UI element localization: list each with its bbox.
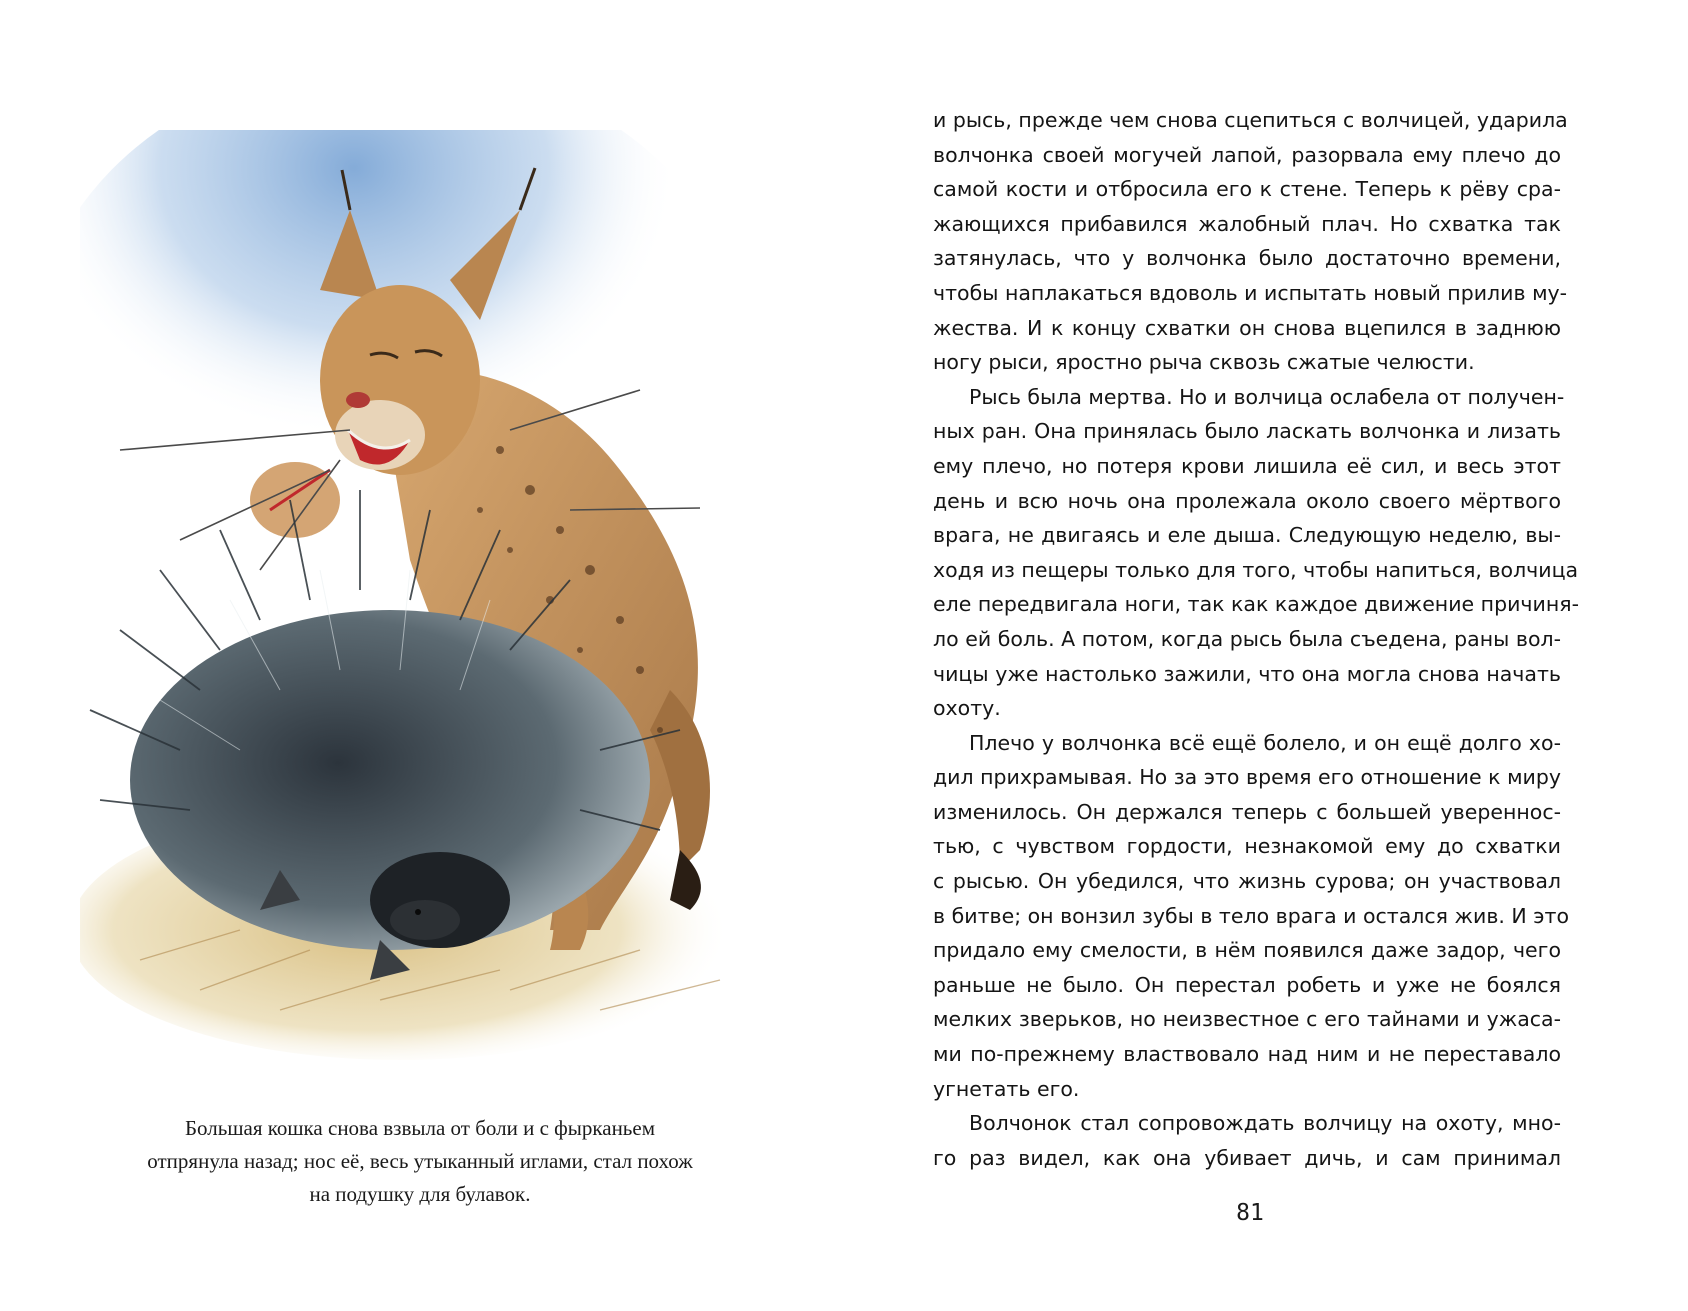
text-line: ми по-прежнему властвовало над ним и не переставало [933,1042,1561,1067]
text-line: изменилось. Он держался теперь с большей увереннос- [933,799,1561,824]
caption-line: Большая кошка снова взвыла от боли и с фырканьем [185,1116,655,1140]
text-line: самой кости и отбросила его к стене. Теперь к рёву сра- [933,177,1561,202]
text-line: чтобы наплакаться вдоволь и испытать новый прилив му- [933,280,1568,305]
text-line: с рысью. Он убедился, что жизнь сурова; он участвовал [933,869,1561,894]
paragraph [933,103,1568,380]
text-line: Плечо у волчонка всё ещё болело, и он ещё долго хо- [969,730,1561,755]
text-line: угнетать его. [933,1076,1080,1101]
text-line: раньше не было. Он перестал робеть и уже не боялся [933,972,1561,997]
text-line: день и всю ночь она пролежала около своего мёртвого [933,488,1561,513]
text-line: мелких зверьков, но неизвестное с его тайнами и ужаса- [933,1007,1561,1032]
text-line: волчонка своей могучей лапой, разорвала ему плечо до [933,142,1561,167]
text-line: затянулась, что у волчонка было достаточно времени, [933,246,1561,271]
paragraph [933,726,1570,1107]
text-line: ло ей боль. А потом, когда рысь была съедена, раны вол- [933,626,1561,651]
text-line: ему плечо, но потеря крови лишила её сил, и весь этот [933,453,1561,478]
body-text [933,103,1579,1175]
text-line: жающихся прибавился жалобный плач. Но схватка так [933,211,1561,236]
text-line: ногу рыси, яростно рыча сквозь сжатые челюсти. [933,350,1475,375]
text-line: жества. И к концу схватки он снова вцепился в заднюю [933,315,1561,340]
caption-line: отпрянула назад; нос её, весь утыканный иглами, стал похож [147,1149,693,1173]
text-line: ходя из пещеры только для того, чтобы напиться, волчица [933,557,1579,582]
illustration-lynx-porcupine [80,130,780,1060]
text-line: придало ему смелости, в нём появился даже задор, чего [933,938,1561,963]
page-number: 81 [1236,1200,1264,1226]
text-line: в битве; он вонзил зубы в тело врага и остался жив. И это [933,903,1570,928]
caption-line: на подушку для булавок. [309,1182,531,1206]
text-line: Волчонок стал сопровождать волчицу на охоту, мно- [969,1111,1561,1136]
paragraph [933,1106,1561,1175]
text-line: тью, с чувством гордости, незнакомой ему до схватки [933,834,1561,859]
text-line: чицы уже настолько зажили, что она могла снова начать [933,661,1561,686]
text-line: Рысь была мертва. Но и волчица ослабела от получен- [969,384,1565,409]
illustration-caption [90,1112,750,1211]
text-line: дил прихрамывая. Но за это время его отношение к миру [933,765,1561,790]
text-line: еле передвигала ноги, так как каждое движение причиня- [933,592,1579,617]
text-line: врага, не двигаясь и еле дыша. Следующую неделю, вы- [933,523,1561,548]
paragraph [933,380,1579,726]
text-line: охоту. [933,696,1001,721]
text-line: го раз видел, как она убивает дичь, и сам принимал [933,1145,1561,1170]
text-line: и рысь, прежде чем снова сцепиться с волчицей, ударила [933,108,1568,132]
text-line: ных ран. Она принялась было ласкать волчонка и лизать [933,419,1561,444]
